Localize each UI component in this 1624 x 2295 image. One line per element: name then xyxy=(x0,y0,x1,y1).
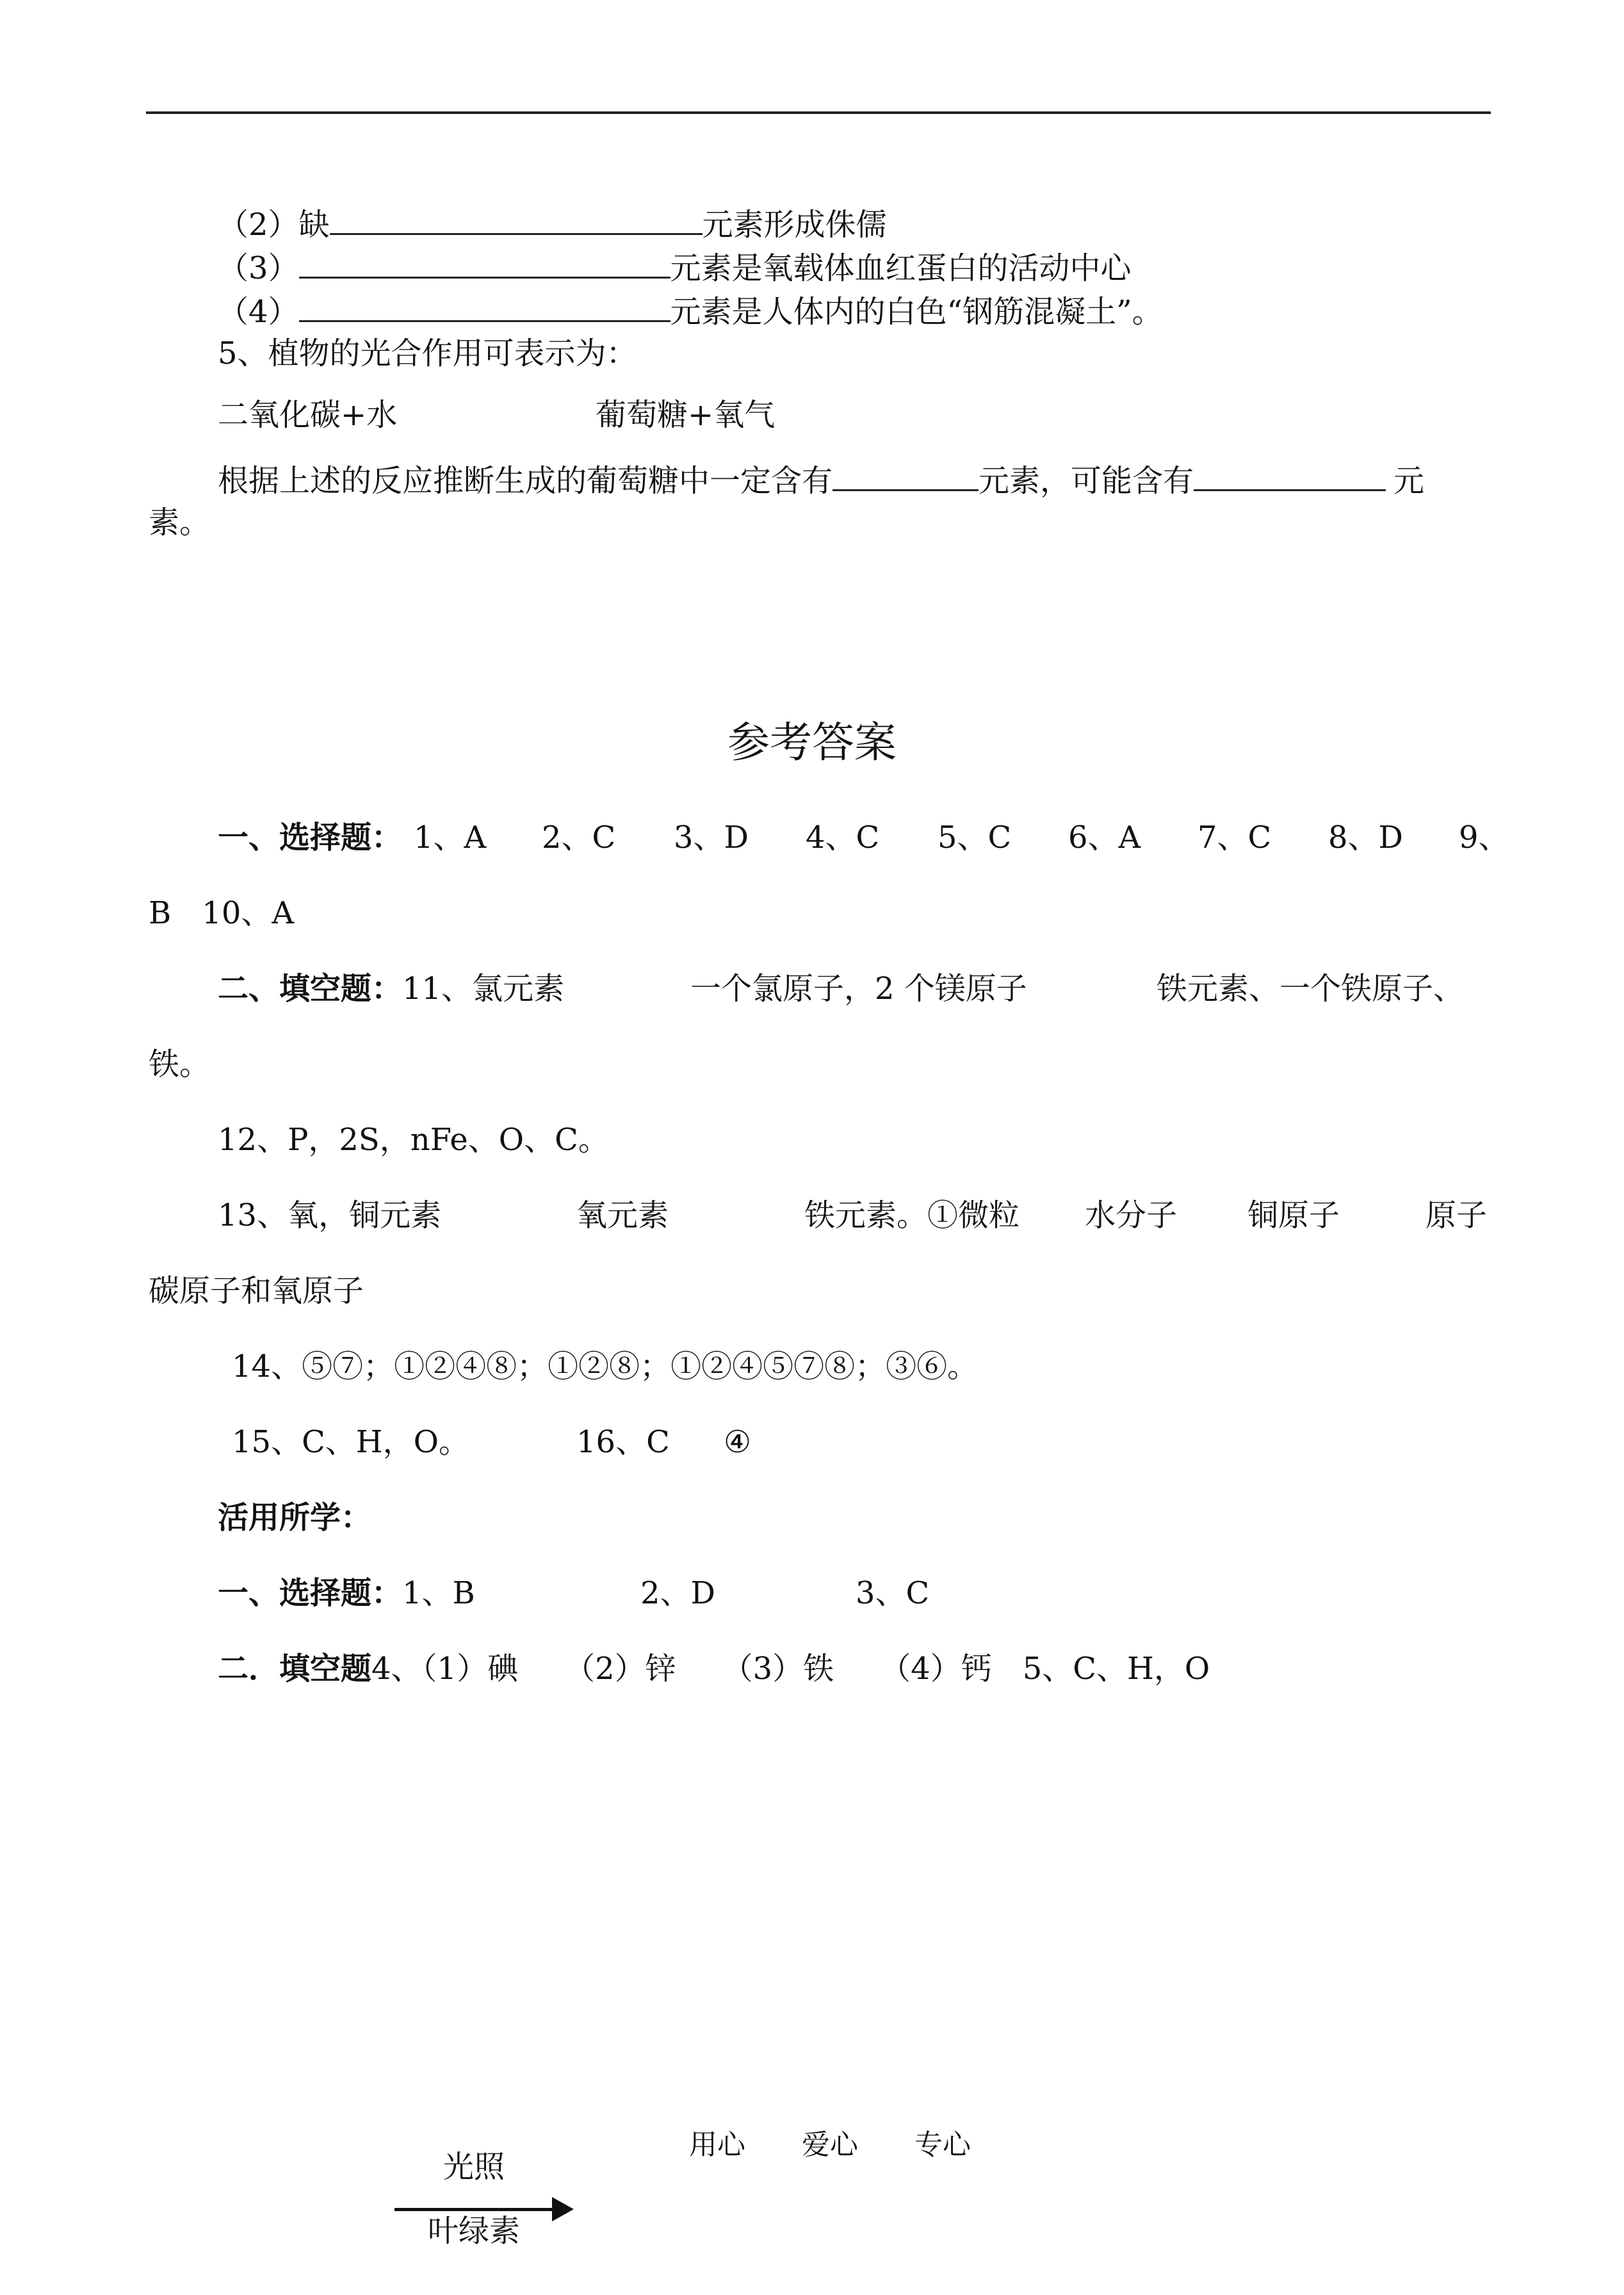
answer-12: 12、P，2S，nFe、O、C。 xyxy=(218,1122,609,1158)
question-4-3-prefix: （3） xyxy=(218,250,299,286)
answer-13-f: 原子 xyxy=(1425,1197,1488,1233)
answer-13-d: 水分子 xyxy=(1085,1197,1178,1233)
question-4-4-prefix: （4） xyxy=(218,294,299,330)
question-4-2-suffix: 元素形成侏儒 xyxy=(702,207,887,243)
question-4-4-suffix: 元素是人体内的白色“钢筋混凝土”。 xyxy=(670,294,1163,330)
applied-choice-b: 2、D xyxy=(640,1575,716,1611)
answer-item: 4、C xyxy=(806,820,880,856)
answers-section-1 xyxy=(218,818,402,857)
question-4-2 xyxy=(218,204,887,244)
answer-blank[interactable] xyxy=(1194,460,1386,491)
answer-13-b: 氧元素 xyxy=(576,1197,669,1233)
section-label: 二．填空题 xyxy=(218,1651,372,1687)
reaction-condition-top: 光照 xyxy=(443,2149,505,2185)
header-rule xyxy=(146,111,1491,114)
answer-blank[interactable] xyxy=(299,247,670,279)
answer-13-c: 铁元素。①微粒 xyxy=(804,1197,1020,1233)
applied-choice-label xyxy=(218,1574,475,1612)
answer-15: 15、C、H，O。 xyxy=(232,1424,470,1460)
answer-item: 5、C xyxy=(938,820,1012,856)
answers-title: 参考答案 xyxy=(727,718,897,767)
answer-11-a: 11、氯元素 xyxy=(402,971,565,1007)
page-footer: 用心 爱心 专心 xyxy=(689,2129,971,2161)
answer-13-e: 铜原子 xyxy=(1247,1197,1340,1233)
answer-item: 8、D xyxy=(1328,820,1404,856)
reaction-products: 葡萄糖+氧气 xyxy=(596,397,775,433)
answer-11-wrap: 铁。 xyxy=(149,1046,211,1082)
section-label: 一、选择题： xyxy=(218,820,403,856)
answer-item: 6、A xyxy=(1068,820,1141,856)
section-label: 一、选择题： xyxy=(218,1575,403,1611)
question-5-text-c: 元 xyxy=(1393,463,1425,499)
arrow-head-icon xyxy=(552,2197,574,2221)
applied-fill xyxy=(218,1650,1210,1688)
answer-item: 2、C xyxy=(542,820,616,856)
answer-blank[interactable] xyxy=(832,460,978,491)
question-4-2-prefix: （2）缺 xyxy=(218,207,330,243)
question-4-3-suffix: 元素是氧载体血红蛋白的活动中心 xyxy=(670,250,1132,286)
reaction-condition-bottom: 叶绿素 xyxy=(428,2213,521,2249)
answer-blank[interactable] xyxy=(299,291,670,322)
question-5-text-a: 根据上述的反应推断生成的葡萄糖中一定含有 xyxy=(218,463,833,499)
answer-blank[interactable] xyxy=(330,204,702,235)
answer-13-wrap: 碳原子和氧原子 xyxy=(149,1273,364,1309)
answer-13-a: 13、氧，铜元素 xyxy=(218,1197,442,1233)
answer-item: 9、 xyxy=(1459,820,1509,856)
question-5-text-wrap: 素。 xyxy=(149,505,211,540)
applied-choice-c: 3、C xyxy=(856,1575,930,1611)
answer-item: 1、A xyxy=(414,820,487,856)
question-4-3 xyxy=(218,247,1132,288)
answer-14: 14、⑤⑦；①②④⑧；①②⑧；①②④⑤⑦⑧；③⑥。 xyxy=(232,1349,978,1384)
answer-11-b: 一个氯原子，2 个镁原子 xyxy=(690,971,1027,1007)
answer-item: 7、C xyxy=(1198,820,1272,856)
question-5-text-b: 元素，可能含有 xyxy=(978,463,1194,499)
applied-label: 活用所学： xyxy=(218,1500,372,1536)
applied-fill-text: 4、（1）碘 （2）锌 （3）铁 （4）钙 5、C、H，O xyxy=(371,1651,1210,1687)
question-4-4 xyxy=(218,291,1163,331)
question-5-intro: 5、植物的光合作用可表示为： xyxy=(218,336,637,371)
reaction-arrow xyxy=(394,2208,555,2211)
answer-16-extra: ④ xyxy=(724,1424,752,1460)
answer-11-c: 铁元素、一个铁原子、 xyxy=(1157,971,1465,1007)
answer-16: 16、C xyxy=(576,1424,670,1460)
question-5-text xyxy=(218,460,1424,500)
section-label: 二、填空题： xyxy=(218,971,403,1007)
reaction-reactants: 二氧化碳+水 xyxy=(218,397,398,433)
applied-choice-a: 1、B xyxy=(402,1575,475,1611)
answer-item: 3、D xyxy=(674,820,749,856)
answers-section-2-label xyxy=(218,969,564,1008)
answer-item-wrap: B 10、A xyxy=(149,895,295,931)
